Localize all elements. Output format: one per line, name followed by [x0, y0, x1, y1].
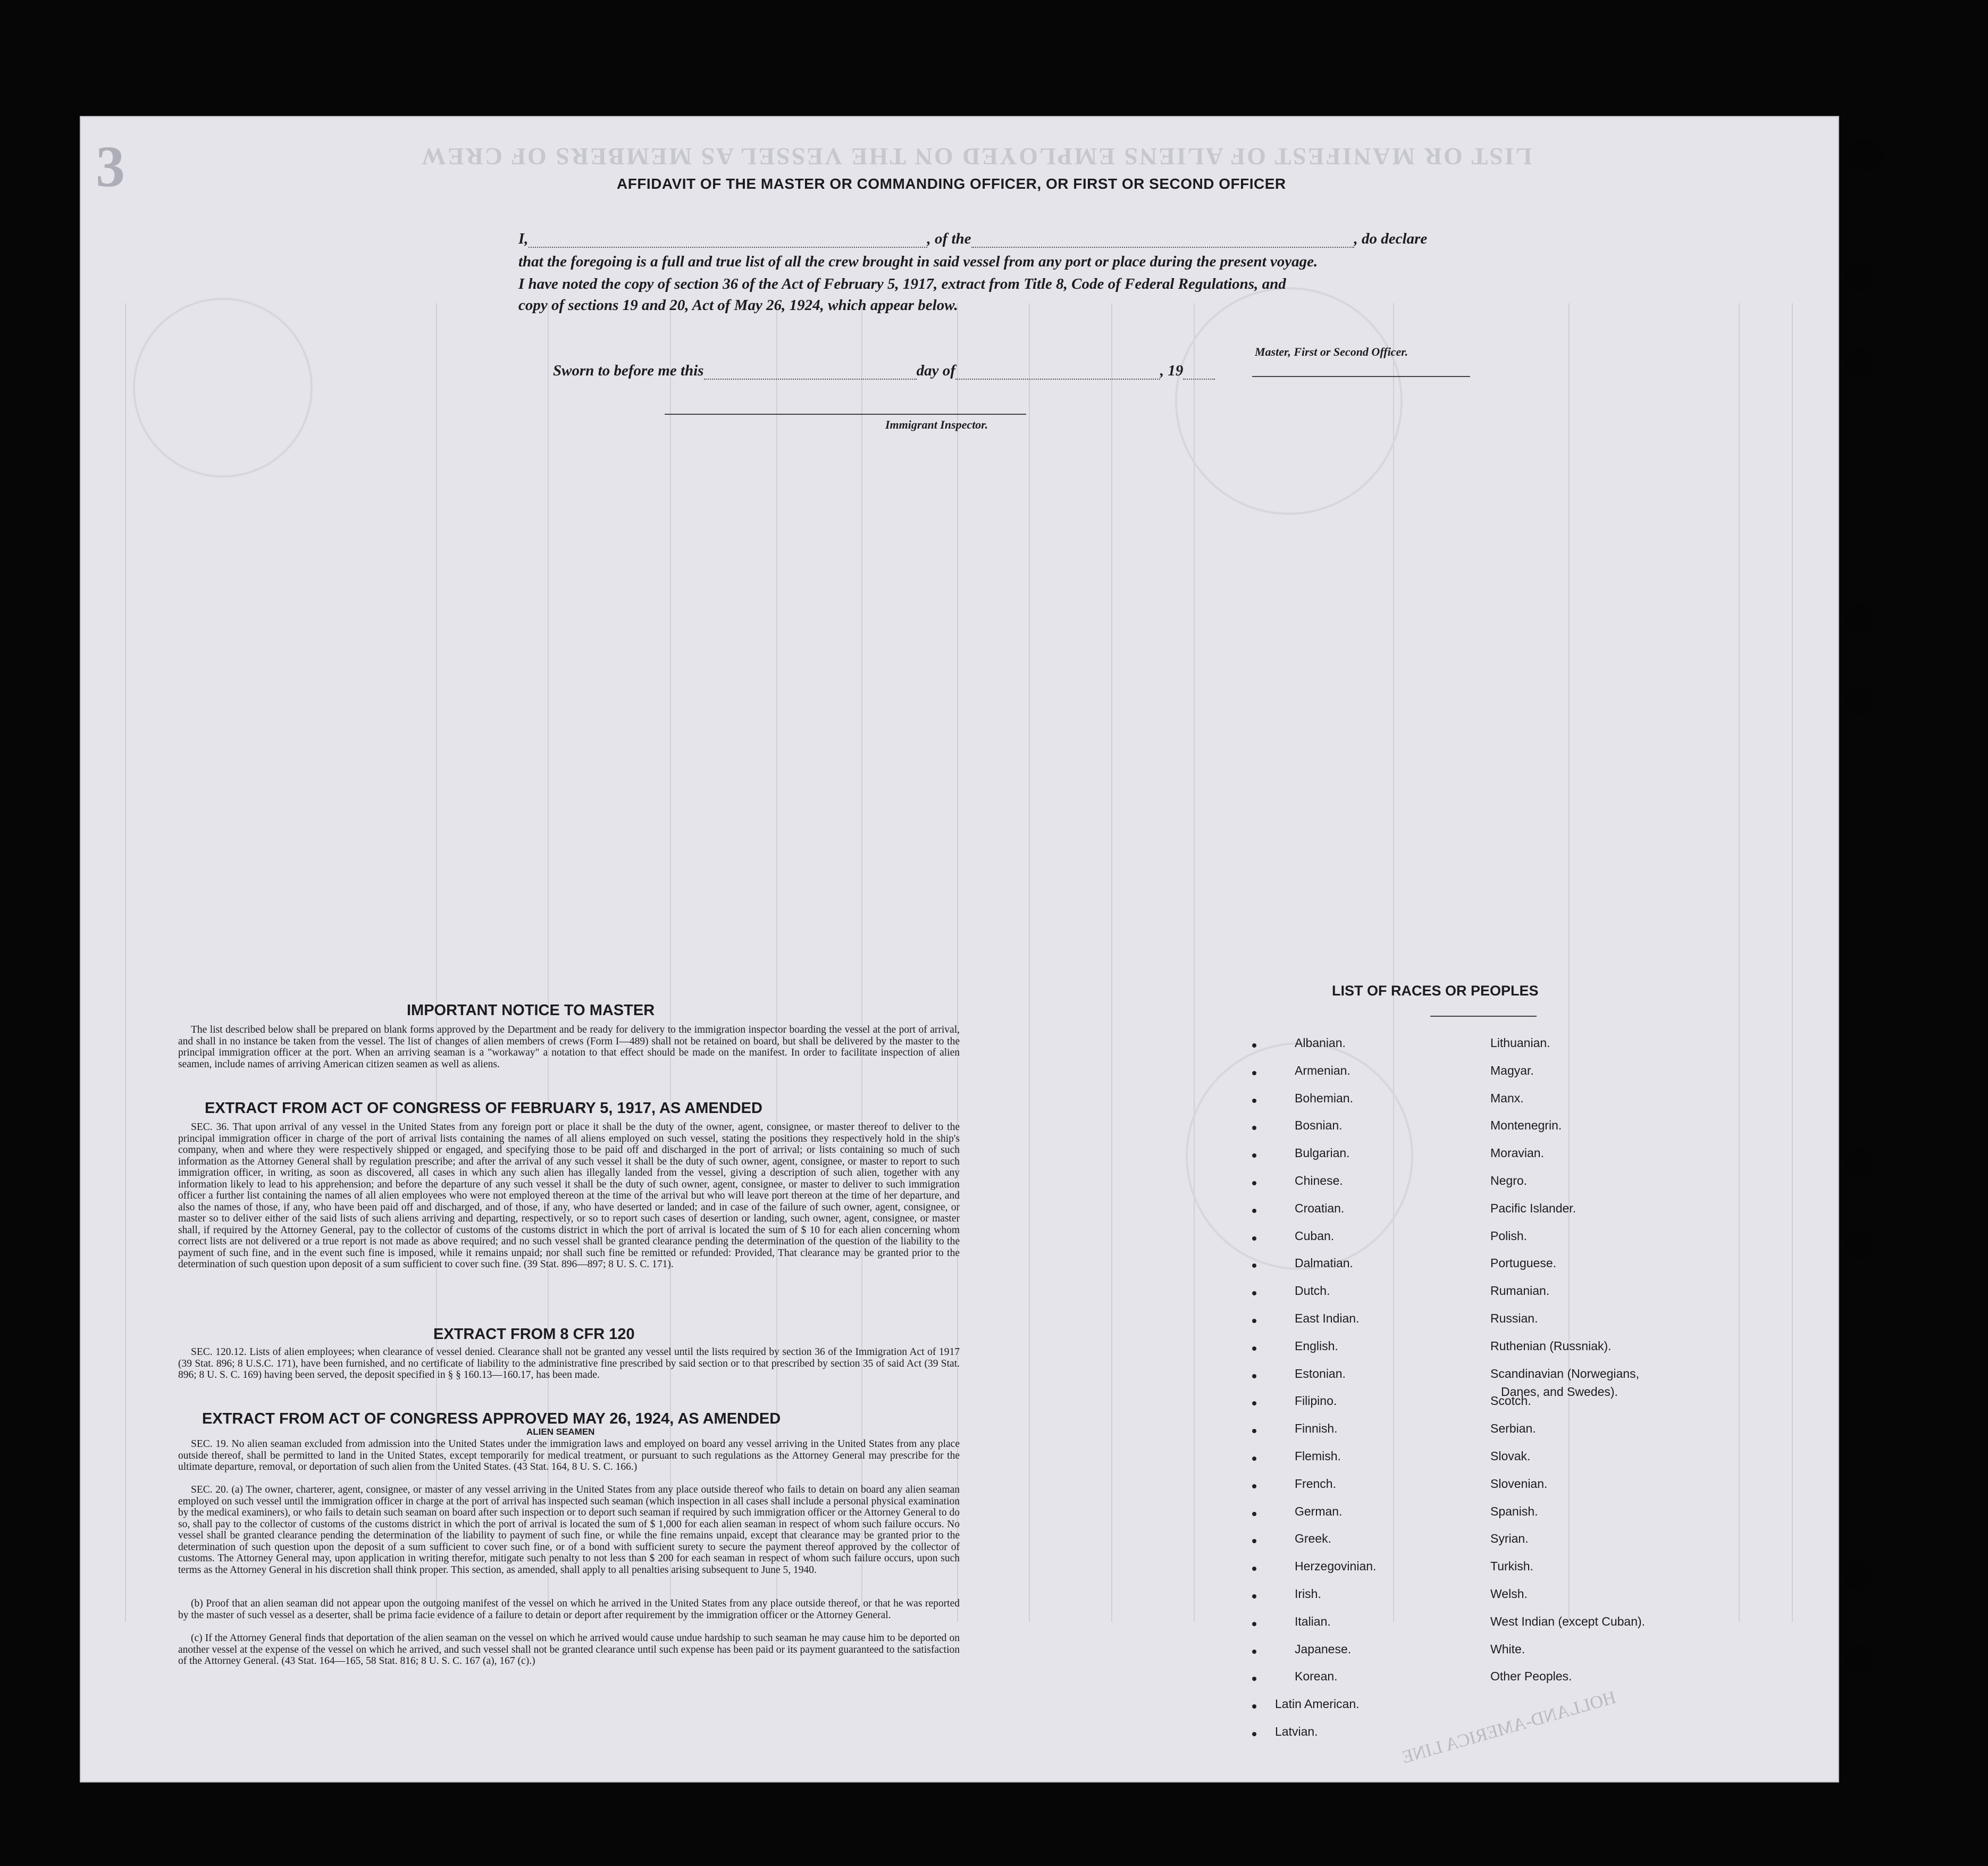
name-blank[interactable]: [529, 247, 927, 248]
race-item: Dalmatian.: [1295, 1256, 1353, 1270]
race-check-mark: [1252, 1319, 1256, 1323]
race-check-mark: [1252, 1209, 1256, 1213]
grid-line: [1194, 303, 1195, 1622]
race-item: Moravian.: [1490, 1146, 1544, 1160]
race-item: Italian.: [1295, 1614, 1331, 1628]
race-check-mark: [1252, 1071, 1256, 1075]
sworn-day-blank[interactable]: [704, 379, 917, 380]
day-of-label: day of: [916, 362, 955, 379]
punch-hole: [1845, 1562, 1874, 1591]
race-item: Rumanian.: [1490, 1284, 1550, 1298]
race-item: Montenegrin.: [1490, 1118, 1562, 1133]
race-item: East Indian.: [1295, 1311, 1360, 1325]
race-item: Other Peoples.: [1490, 1669, 1572, 1684]
race-check-mark: [1252, 1622, 1256, 1626]
sworn-line: [553, 362, 1215, 380]
affidavit-declare-label: , do declare: [1354, 230, 1428, 247]
race-check-mark: [1252, 1236, 1256, 1241]
race-check-mark: [1252, 1512, 1256, 1516]
signature-line: [1252, 376, 1470, 377]
notice-title: IMPORTANT NOTICE TO MASTER: [407, 1002, 655, 1019]
bleed-through-title: LIST OR MANIFEST OF ALIENS EMPLOYED ON THE VESSEL AS MEMBERS OF CREW: [420, 143, 1532, 170]
grid-line: [861, 303, 862, 1622]
affidavit-line-4: copy of sections 19 and 20, Act of May 26, 1924, which appear below.: [518, 297, 958, 314]
race-item: Polish.: [1490, 1228, 1528, 1243]
race-item: Spanish.: [1490, 1504, 1538, 1518]
affidavit-line-3: I have noted the copy of section 36 of the Act of February 5, 1917, extract from Title 8, Code of Federal Regulations, and: [518, 275, 1286, 292]
race-item: Syrian.: [1490, 1532, 1529, 1546]
inspector-signature-line: [665, 414, 1026, 415]
race-item: Bohemian.: [1295, 1091, 1353, 1105]
affidavit-of-label: , of the: [927, 230, 971, 247]
race-item: French.: [1295, 1476, 1336, 1491]
extract-1917-title: EXTRACT FROM ACT OF CONGRESS OF FEBRUARY 5, 1917, AS AMENDED: [205, 1100, 762, 1117]
race-check-mark: [1252, 1650, 1256, 1654]
punch-hole: [1845, 263, 1874, 292]
race-item: Japanese.: [1295, 1642, 1352, 1656]
race-item: Lithuanian.: [1490, 1036, 1550, 1050]
race-item: Filipino.: [1295, 1394, 1337, 1408]
race-item: White.: [1490, 1642, 1525, 1656]
races-title-underline: [1430, 1016, 1537, 1017]
race-item: Latin American.: [1275, 1697, 1360, 1711]
faint-circular-stamp: [1175, 287, 1403, 515]
race-item: Croatian.: [1295, 1201, 1345, 1215]
grid-line: [125, 303, 126, 1622]
race-item: Cuban.: [1295, 1228, 1335, 1243]
race-item: Manx.: [1490, 1091, 1524, 1105]
race-item: Chinese.: [1295, 1174, 1343, 1187]
race-item: Portuguese.: [1490, 1256, 1557, 1270]
extract-1924-sec20a: SEC. 20. (a) The owner, charterer, agent, consignee, or master of any vessel arriving in the United States from any place outside thereof who fails to detain on board any alien seaman employed on such vessel until the immigration officer in charge at the port of arrival has inspected such seaman (which inspection in all cases shall include a personal physical examination by the medical examiners), or who fails to detain such seaman on board after such inspection or to deport such seaman if required by such immigration officer or the Attorney General to do so, shall pay to the collector of customs of the customs district in which the port of arrival is located the sum of $ 1,000 for each alien seaman in respect of whom such failure occurs. No vessel shall be granted clearance pending the determination of the liability to payment of such fine, or while the fine remains unpaid, except that clearance may be granted prior to the determination of such question upon the deposit of a sum sufficient to cover such fine, or of a bond with sufficient surety to secure the payment thereof approved by the collector of customs. The Attorney General may, upon application in writing therefor, mitigate such penalty to not less than $ 200 for each seaman in respect of whom such failure occurs, upon such terms as the Attorney General in his discretion shall think proper. This section, as amended, shall apply to all penalties arising subsequent to June 5, 1940.: [178, 1484, 960, 1576]
race-item: German.: [1295, 1504, 1343, 1518]
faint-circular-stamp: [133, 298, 313, 478]
year-label: , 19: [1160, 362, 1184, 379]
race-item: Bosnian.: [1295, 1118, 1343, 1133]
sworn-label: Sworn to before me this: [553, 362, 704, 379]
grid-line: [1029, 303, 1030, 1622]
race-item: Scotch.: [1490, 1394, 1531, 1408]
race-item: Welsh.: [1490, 1587, 1528, 1601]
race-item: Armenian.: [1295, 1063, 1351, 1077]
race-check-mark: [1252, 1346, 1256, 1351]
race-check-mark: [1252, 1099, 1256, 1103]
bleed-through-stamp: HOLLAND-AMERICA LINE: [1399, 1687, 1618, 1768]
punch-hole: [1845, 604, 1874, 632]
race-item: Negro.: [1490, 1174, 1528, 1187]
race-item: Ruthenian (Russniak).: [1490, 1338, 1612, 1353]
race-item: Danes, and Swedes).: [1501, 1384, 1618, 1399]
extract-1924-sec20c: (c) If the Attorney General finds that deportation of the alien seaman on the vessel on which he arrived would cause undue hardship to such seaman he may cause him to be deported on another vessel at the expense of the vessel on which he arrived, and such vessel shall not be granted clearance until such expense has been paid or its payment guaranteed to the satisfaction of the Attorney General. (43 Stat. 164—165, 58 Stat. 816; 8 U. S. C. 167 (a), 167 (c).): [178, 1633, 960, 1667]
notice-body: The list described below shall be prepared on blank forms approved by the Department and be ready for delivery to the immigration inspector boarding the vessel at the port of arrival, and shall in no instance be taken from the vessel. The list of changes of alien members of crews (Form I—489) shall not be retained on board, but shall be delivered by the master to the principal immigration officer at the port. When an arriving seaman is a "workaway" a notation to that effect should be made on the manifest. In order to facilitate inspection of alien seamen, include names of arriving American citizen seamen as well as aliens.: [178, 1024, 960, 1070]
race-item: Flemish.: [1295, 1449, 1341, 1463]
race-item: Serbian.: [1490, 1421, 1536, 1436]
punch-hole: [1845, 347, 1874, 375]
grid-line: [957, 303, 958, 1622]
race-item: Greek.: [1295, 1532, 1332, 1546]
race-item: Magyar.: [1490, 1063, 1534, 1077]
race-item: Dutch.: [1295, 1284, 1330, 1298]
extract-cfr-title: EXTRACT FROM 8 CFR 120: [433, 1326, 635, 1343]
race-item: Finnish.: [1295, 1421, 1338, 1436]
torn-corner: [1848, 139, 1885, 171]
race-check-mark: [1252, 1484, 1256, 1488]
affidavit-line-2: that the foregoing is a full and true list of all the crew brought in said vessel from any port or place during the present voyage.: [518, 253, 1318, 270]
race-item: Bulgarian.: [1295, 1146, 1350, 1160]
race-item: Estonian.: [1295, 1366, 1346, 1380]
page-marker: 3: [96, 134, 125, 199]
affidavit-i-label: I,: [518, 230, 529, 247]
punch-hole: [1845, 1148, 1874, 1176]
extract-1924-sec19: SEC. 19. No alien seaman excluded from admission into the United States under the immigration laws and employed on board any vessel arriving in the United States from any place outside thereof, shall be permitted to land in the United States, except temporarily for medical treatment, or pursuant to such regulations as the Attorney General may prescribe for the ultimate departure, removal, or deportation of such alien from the United States. (43 Stat. 164, 8 U. S. C. 166.): [178, 1438, 960, 1472]
master-signature-label: Master, First or Second Officer.: [1255, 345, 1408, 358]
race-item: Albanian.: [1295, 1036, 1346, 1050]
sworn-year-blank[interactable]: [1183, 379, 1215, 380]
races-title: LIST OF RACES OR PEOPLES: [1332, 983, 1539, 999]
grid-line: [1111, 303, 1112, 1622]
race-item: Herzegovinian.: [1295, 1559, 1377, 1574]
punch-hole: [1845, 1231, 1874, 1260]
race-item: English.: [1295, 1338, 1338, 1353]
race-item: Slovenian.: [1490, 1476, 1548, 1491]
affidavit-line-1: [518, 230, 1427, 248]
punch-hole: [1845, 1645, 1874, 1674]
grid-line: [1393, 303, 1394, 1622]
race-item: Irish.: [1295, 1587, 1321, 1601]
grid-line: [1568, 303, 1570, 1622]
race-check-mark: [1252, 1181, 1256, 1185]
race-item: Pacific Islander.: [1490, 1201, 1576, 1215]
inspector-label: Immigrant Inspector.: [885, 418, 988, 431]
extract-1924-title: EXTRACT FROM ACT OF CONGRESS APPROVED MAY 26, 1924, AS AMENDED: [202, 1410, 781, 1427]
grid-line: [1739, 303, 1740, 1622]
race-item: West Indian (except Cuban).: [1490, 1614, 1646, 1628]
extract-1924-sec20b: (b) Proof that an alien seaman did not appear upon the outgoing manifest of the vessel on which he arrived in the United States from any place outside thereof, or that he was reported by the master of such vessel as a deserter, shall be prima facie evidence of a failure to detain or deport after requirement by the immigration officer or the Attorney General.: [178, 1598, 960, 1621]
race-check-mark: [1252, 1374, 1256, 1378]
sworn-month-blank[interactable]: [955, 379, 1160, 380]
extract-1924-subtitle: ALIEN SEAMEN: [526, 1427, 595, 1437]
race-item: Turkish.: [1490, 1559, 1533, 1574]
punch-hole: [1845, 687, 1874, 716]
vessel-blank[interactable]: [971, 247, 1354, 248]
race-check-mark: [1252, 1457, 1256, 1461]
race-check-mark: [1252, 1594, 1256, 1599]
race-item: Scandinavian (Norwegians,: [1490, 1366, 1639, 1380]
race-item: Latvian.: [1275, 1725, 1318, 1738]
extract-1917-body: SEC. 36. That upon arrival of any vessel in the United States from any foreign port or place it shall be the duty of the owner, agent, consignee, or master thereof to deliver to the principal immigration officer in charge of the port of arrival lists containing the names of all aliens employed on such vessel, stating the positions they respectively hold in the ship's company, when and where they were respectively shipped or engaged, and specifying those to be paid off and discharged in the port of arrival; or lists containing so much of such information as the Attorney General shall by regulation prescribe; and after the arrival of any such vessel it shall be the duty of such owner, agent, consignee, or master to report to such immigration officer, in writing, as soon as discovered, all cases in which any such alien has illegally landed from the vessel, giving a description of such alien, together with any information likely to lead to his apprehension; and before the departure of any such vessel it shall be the duty of such owner, agent, consignee, or master to deliver to such immigration officer a further list containing the names of all alien employees who were not employed thereon at the time of the arrival but who will leave port thereon at the time of her departure, and also the names of those, if any, who have been paid off and discharged, and of those, if any, who have deserted or landed; and in case of the failure of such owner, agent, consignee, or master so to deliver either of the said lists of such aliens arriving and departing, respectively, or so to report such cases of desertion or landing, such owner, agent, consignee, or master shall, if required by the Attorney General, pay to the collector of customs of the customs district in which the port of arrival is located the sum of $ 10 for each alien concerning whom correct lists are not delivered or a true report is not made as above required; and no such vessel shall be granted clearance pending the determination of the question of the liability to the payment of such fine, and in the event such fine is imposed, while it remains unpaid; nor shall such fine be remitted or refunded: Provided, That clearance may be granted prior to the determination of such question upon deposit of a sum sufficient to cover such fine. (39 Stat. 896—897; 8 U. S. C. 171).: [178, 1122, 960, 1270]
race-check-mark: [1252, 1043, 1256, 1048]
affidavit-title: AFFIDAVIT OF THE MASTER OR COMMANDING OFFICER, OR FIRST OR SECOND OFFICER: [617, 175, 1286, 192]
extract-cfr-body: SEC. 120.12. Lists of alien employees; when clearance of vessel denied. Clearance shall not be granted any vessel until the lists required by section 36 of the Immigration Act of 1917 (39 Stat. 896; 8 U.S.C. 171), have been furnished, and no certificate of liability to the administrative fine prescribed by said section or to that prescribed by section 35 of said Act (39 Stat. 896; 8 U. S. C. 169) having been served, the deposit specified in § § 160.13—160.17, has been made.: [178, 1346, 960, 1380]
race-check-mark: [1252, 1732, 1256, 1736]
race-item: Slovak.: [1490, 1449, 1531, 1463]
grid-line: [1792, 303, 1793, 1622]
race-item: Russian.: [1490, 1311, 1538, 1325]
race-item: Korean.: [1295, 1669, 1338, 1684]
